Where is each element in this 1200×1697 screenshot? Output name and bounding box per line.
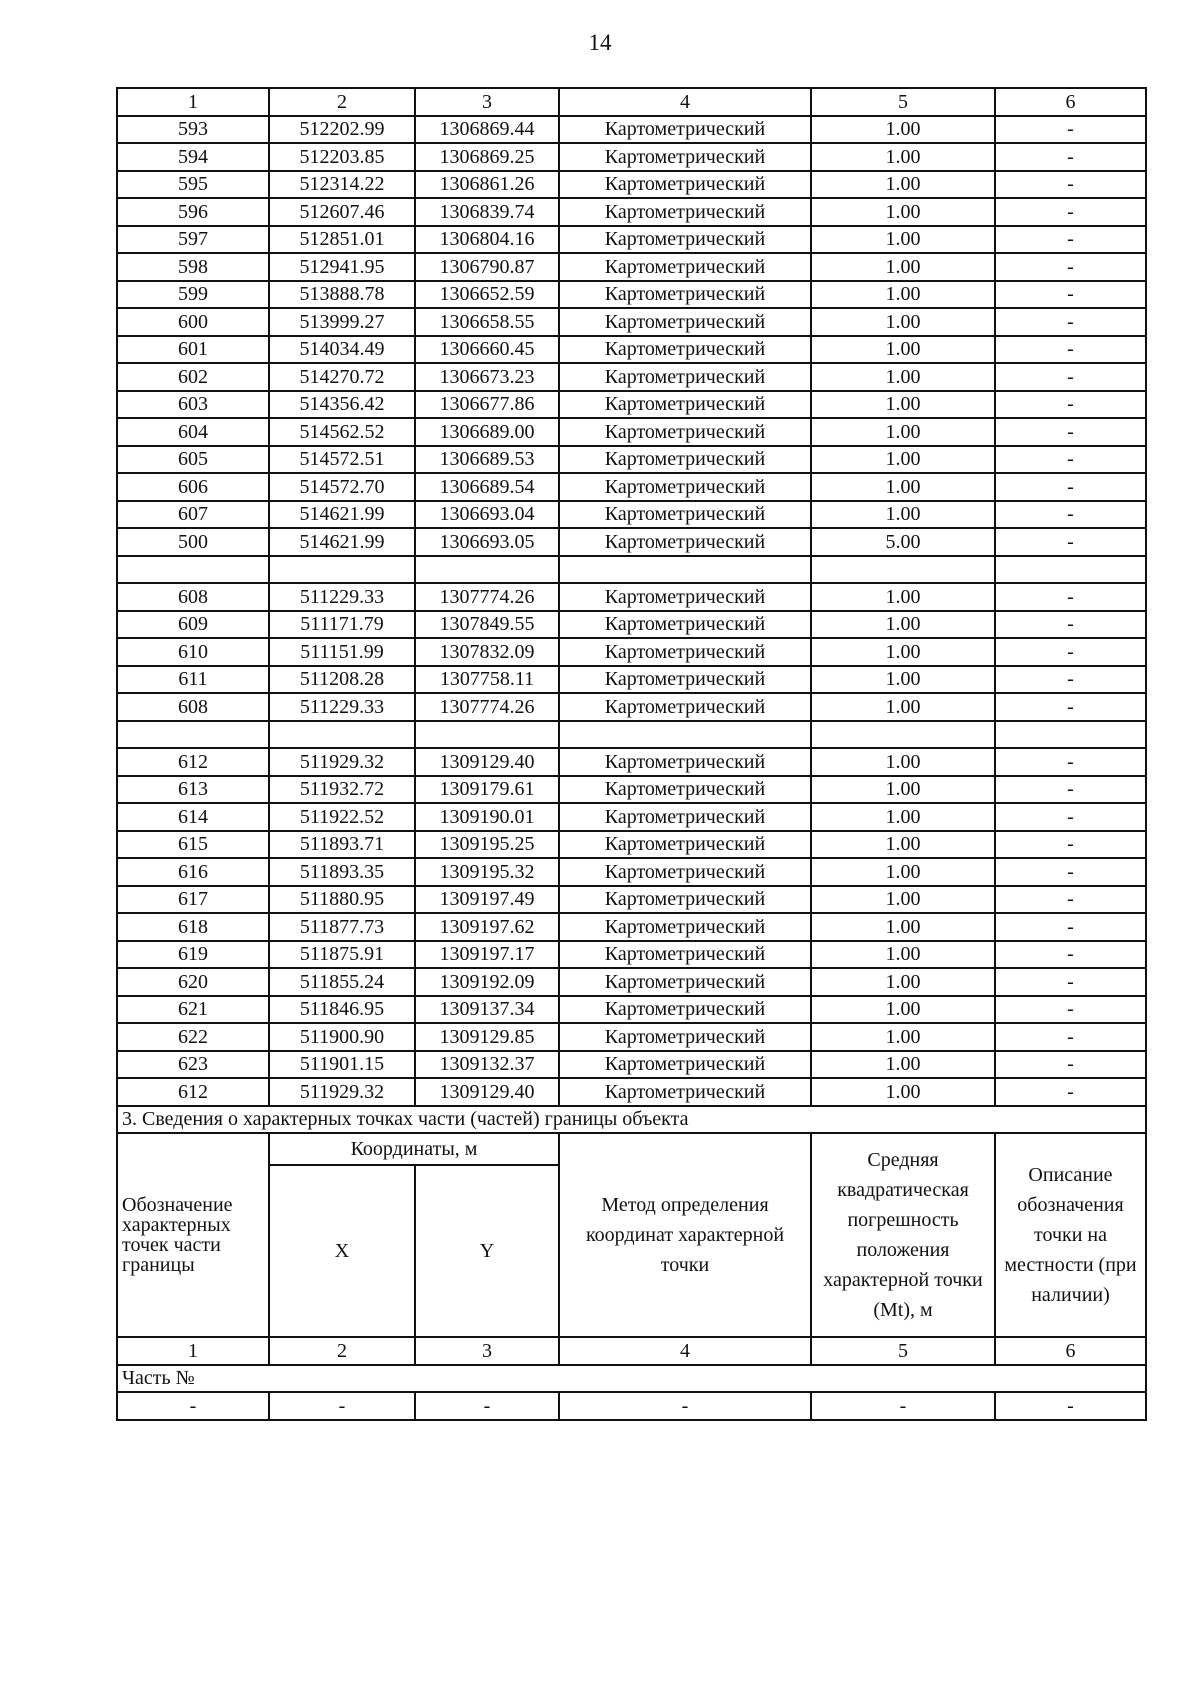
point-cell: 610	[117, 638, 269, 666]
error-cell: 1.00	[811, 336, 995, 364]
error-cell: 1.00	[811, 281, 995, 309]
column-number: 5	[811, 88, 995, 116]
column-number: 1	[117, 1337, 269, 1365]
table-row	[117, 226, 1146, 254]
y-cell: 1309129.40	[415, 1078, 559, 1106]
error-cell: 5.00	[811, 528, 995, 556]
empty-cell	[117, 556, 269, 584]
point-cell: 623	[117, 1051, 269, 1079]
point-cell: 596	[117, 198, 269, 226]
x-cell: 514034.49	[269, 336, 415, 364]
method-cell: Картометрический	[559, 501, 811, 529]
y-cell: 1309195.32	[415, 858, 559, 886]
description-cell: -	[995, 666, 1146, 694]
x-cell: 512851.01	[269, 226, 415, 254]
x-cell: 511875.91	[269, 941, 415, 969]
x-cell: 511208.28	[269, 666, 415, 694]
x-cell: 514572.70	[269, 473, 415, 501]
y-cell: 1309192.09	[415, 968, 559, 996]
x-cell: 511893.71	[269, 831, 415, 859]
header-coordinates: Координаты, м	[269, 1133, 559, 1165]
table-row	[117, 281, 1146, 309]
error-cell: 1.00	[811, 501, 995, 529]
error-cell: 1.00	[811, 391, 995, 419]
x-cell: 512607.46	[269, 198, 415, 226]
x-cell: 513888.78	[269, 281, 415, 309]
error-cell: 1.00	[811, 858, 995, 886]
table-row	[117, 913, 1146, 941]
table-row	[117, 748, 1146, 776]
column-number: 5	[811, 1337, 995, 1365]
description-cell: -	[995, 116, 1146, 144]
table-row	[117, 418, 1146, 446]
table-row	[117, 611, 1146, 639]
point-cell: 603	[117, 391, 269, 419]
header-point: Обозначение характерных точек части границы	[117, 1133, 269, 1337]
table-row	[117, 391, 1146, 419]
header-y: Y	[415, 1165, 559, 1337]
point-cell: 594	[117, 143, 269, 171]
description-cell: -	[995, 913, 1146, 941]
y-cell: 1309197.17	[415, 941, 559, 969]
point-cell: 619	[117, 941, 269, 969]
table-row	[117, 858, 1146, 886]
x-cell: 512203.85	[269, 143, 415, 171]
empty-cell	[559, 721, 811, 749]
column-number: 2	[269, 1337, 415, 1365]
description-cell: -	[995, 418, 1146, 446]
point-cell: 602	[117, 363, 269, 391]
description-cell: -	[995, 528, 1146, 556]
description-cell: -	[995, 748, 1146, 776]
y-cell: 1306869.25	[415, 143, 559, 171]
empty-cell	[269, 721, 415, 749]
column-number: 3	[415, 1337, 559, 1365]
method-cell: Картометрический	[559, 666, 811, 694]
point-cell: 593	[117, 116, 269, 144]
table-row	[117, 198, 1146, 226]
x-cell: 514270.72	[269, 363, 415, 391]
description-cell: -	[995, 1051, 1146, 1079]
coordinates-table	[116, 87, 1147, 1421]
method-cell: -	[559, 1392, 811, 1420]
error-cell: -	[811, 1392, 995, 1420]
method-cell: Картометрический	[559, 583, 811, 611]
part-label: Часть №	[117, 1365, 1146, 1393]
x-cell: 511855.24	[269, 968, 415, 996]
empty-cell	[117, 721, 269, 749]
header-description: Описание обозначения точки на местности (при наличии)	[995, 1133, 1146, 1337]
description-cell: -	[995, 226, 1146, 254]
point-cell: 609	[117, 611, 269, 639]
empty-cell	[415, 721, 559, 749]
table-row	[117, 336, 1146, 364]
point-cell: 600	[117, 308, 269, 336]
error-cell: 1.00	[811, 1051, 995, 1079]
point-cell: 611	[117, 666, 269, 694]
method-cell: Картометрический	[559, 776, 811, 804]
y-cell: 1309129.40	[415, 748, 559, 776]
point-cell: 595	[117, 171, 269, 199]
empty-cell	[811, 721, 995, 749]
y-cell: 1307832.09	[415, 638, 559, 666]
method-cell: Картометрический	[559, 693, 811, 721]
point-cell: 620	[117, 968, 269, 996]
y-cell: 1307774.26	[415, 583, 559, 611]
y-cell: 1306790.87	[415, 253, 559, 281]
point-cell: 601	[117, 336, 269, 364]
y-cell: 1309197.62	[415, 913, 559, 941]
x-cell: 511171.79	[269, 611, 415, 639]
x-cell: 512941.95	[269, 253, 415, 281]
x-cell: 511922.52	[269, 803, 415, 831]
x-cell: 511929.32	[269, 748, 415, 776]
description-cell: -	[995, 1392, 1146, 1420]
column-number: 4	[559, 88, 811, 116]
error-cell: 1.00	[811, 886, 995, 914]
empty-cell	[811, 556, 995, 584]
description-cell: -	[995, 831, 1146, 859]
description-cell: -	[995, 308, 1146, 336]
column-number: 1	[117, 88, 269, 116]
y-cell: 1309137.34	[415, 996, 559, 1024]
error-cell: 1.00	[811, 116, 995, 144]
x-cell: 511929.32	[269, 1078, 415, 1106]
separator-row	[117, 556, 1146, 584]
table-row	[117, 1023, 1146, 1051]
table-row	[117, 996, 1146, 1024]
header-x: X	[269, 1165, 415, 1337]
y-cell: 1306693.04	[415, 501, 559, 529]
point-cell: 615	[117, 831, 269, 859]
column-number: 6	[995, 1337, 1146, 1365]
method-cell: Картометрический	[559, 226, 811, 254]
point-cell: 614	[117, 803, 269, 831]
x-cell: -	[269, 1392, 415, 1420]
y-cell: 1306869.44	[415, 116, 559, 144]
header-error: Средняя квадратическая погрешность положения характерной точки (Mt), м	[811, 1133, 995, 1337]
description-cell: -	[995, 501, 1146, 529]
column-number-row	[117, 88, 1146, 116]
x-cell: 514356.42	[269, 391, 415, 419]
point-cell: 605	[117, 446, 269, 474]
description-cell: -	[995, 363, 1146, 391]
x-cell: 514621.99	[269, 501, 415, 529]
error-cell: 1.00	[811, 226, 995, 254]
y-cell: 1306804.16	[415, 226, 559, 254]
y-cell: 1309132.37	[415, 1051, 559, 1079]
method-cell: Картометрический	[559, 1051, 811, 1079]
y-cell: 1307849.55	[415, 611, 559, 639]
method-cell: Картометрический	[559, 281, 811, 309]
error-cell: 1.00	[811, 693, 995, 721]
method-cell: Картометрический	[559, 941, 811, 969]
description-cell: -	[995, 776, 1146, 804]
point-cell: 598	[117, 253, 269, 281]
y-cell: 1306658.55	[415, 308, 559, 336]
table-row	[117, 446, 1146, 474]
table-row	[117, 308, 1146, 336]
point-cell: 599	[117, 281, 269, 309]
y-cell: 1306660.45	[415, 336, 559, 364]
method-cell: Картометрический	[559, 171, 811, 199]
point-cell: 612	[117, 1078, 269, 1106]
error-cell: 1.00	[811, 611, 995, 639]
table-row	[117, 171, 1146, 199]
table-row	[117, 501, 1146, 529]
table-row	[117, 693, 1146, 721]
table-row	[117, 666, 1146, 694]
table-row	[117, 1051, 1146, 1079]
error-cell: 1.00	[811, 831, 995, 859]
x-cell: 511880.95	[269, 886, 415, 914]
description-cell: -	[995, 171, 1146, 199]
point-cell: 604	[117, 418, 269, 446]
x-cell: 514562.52	[269, 418, 415, 446]
error-cell: 1.00	[811, 363, 995, 391]
description-cell: -	[995, 638, 1146, 666]
method-cell: Картометрический	[559, 308, 811, 336]
method-cell: Картометрический	[559, 116, 811, 144]
method-cell: Картометрический	[559, 198, 811, 226]
point-cell: 607	[117, 501, 269, 529]
y-cell: 1309195.25	[415, 831, 559, 859]
separator-row	[117, 721, 1146, 749]
x-cell: 511846.95	[269, 996, 415, 1024]
error-cell: 1.00	[811, 418, 995, 446]
x-cell: 511229.33	[269, 693, 415, 721]
method-cell: Картометрический	[559, 1023, 811, 1051]
y-cell: 1307774.26	[415, 693, 559, 721]
empty-cell	[995, 721, 1146, 749]
table-row	[117, 528, 1146, 556]
point-cell: 608	[117, 693, 269, 721]
error-cell: 1.00	[811, 996, 995, 1024]
description-cell: -	[995, 941, 1146, 969]
y-cell: 1309197.49	[415, 886, 559, 914]
table-row	[117, 363, 1146, 391]
description-cell: -	[995, 143, 1146, 171]
method-cell: Картометрический	[559, 748, 811, 776]
error-cell: 1.00	[811, 1023, 995, 1051]
error-cell: 1.00	[811, 143, 995, 171]
description-cell: -	[995, 1078, 1146, 1106]
header-method: Метод определения координат характерной точки	[559, 1133, 811, 1337]
description-cell: -	[995, 886, 1146, 914]
description-cell: -	[995, 1023, 1146, 1051]
x-cell: 511151.99	[269, 638, 415, 666]
error-cell: 1.00	[811, 776, 995, 804]
point-cell: 616	[117, 858, 269, 886]
table-row	[117, 583, 1146, 611]
error-cell: 1.00	[811, 803, 995, 831]
table-row	[117, 116, 1146, 144]
table-row	[117, 638, 1146, 666]
description-cell: -	[995, 693, 1146, 721]
description-cell: -	[995, 583, 1146, 611]
column-number-row	[117, 1337, 1146, 1365]
x-cell: 512314.22	[269, 171, 415, 199]
description-cell: -	[995, 391, 1146, 419]
x-cell: 511229.33	[269, 583, 415, 611]
x-cell: 514572.51	[269, 446, 415, 474]
y-cell: 1306677.86	[415, 391, 559, 419]
description-cell: -	[995, 473, 1146, 501]
error-cell: 1.00	[811, 473, 995, 501]
error-cell: 1.00	[811, 941, 995, 969]
error-cell: 1.00	[811, 253, 995, 281]
x-cell: 511877.73	[269, 913, 415, 941]
point-cell: 622	[117, 1023, 269, 1051]
point-cell: 606	[117, 473, 269, 501]
description-cell: -	[995, 281, 1146, 309]
y-cell: 1306839.74	[415, 198, 559, 226]
point-cell: 613	[117, 776, 269, 804]
y-cell: 1306673.23	[415, 363, 559, 391]
x-cell: 514621.99	[269, 528, 415, 556]
description-cell: -	[995, 611, 1146, 639]
description-cell: -	[995, 803, 1146, 831]
x-cell: 511901.15	[269, 1051, 415, 1079]
error-cell: 1.00	[811, 1078, 995, 1106]
method-cell: Картометрический	[559, 803, 811, 831]
empty-cell	[415, 556, 559, 584]
table-row	[117, 831, 1146, 859]
description-cell: -	[995, 996, 1146, 1024]
x-cell: 511893.35	[269, 858, 415, 886]
method-cell: Картометрический	[559, 391, 811, 419]
description-cell: -	[995, 253, 1146, 281]
error-cell: 1.00	[811, 913, 995, 941]
description-cell: -	[995, 336, 1146, 364]
table-row	[117, 776, 1146, 804]
section-title: 3. Сведения о характерных точках части (частей) границы объекта	[117, 1106, 1146, 1134]
description-cell: -	[995, 858, 1146, 886]
method-cell: Картометрический	[559, 528, 811, 556]
error-cell: 1.00	[811, 308, 995, 336]
column-number: 3	[415, 88, 559, 116]
column-number: 2	[269, 88, 415, 116]
coordinates-table-body	[117, 88, 1146, 1420]
method-cell: Картометрический	[559, 638, 811, 666]
method-cell: Картометрический	[559, 831, 811, 859]
method-cell: Картометрический	[559, 418, 811, 446]
description-cell: -	[995, 968, 1146, 996]
part-row	[117, 1365, 1146, 1393]
method-cell: Картометрический	[559, 363, 811, 391]
y-cell: 1306693.05	[415, 528, 559, 556]
table-row	[117, 803, 1146, 831]
point-cell: 500	[117, 528, 269, 556]
table-row	[117, 886, 1146, 914]
page-number: 14	[588, 30, 612, 55]
error-cell: 1.00	[811, 583, 995, 611]
section-title-row	[117, 1106, 1146, 1134]
method-cell: Картометрический	[559, 473, 811, 501]
column-number: 4	[559, 1337, 811, 1365]
error-cell: 1.00	[811, 171, 995, 199]
x-cell: 513999.27	[269, 308, 415, 336]
y-cell: 1309179.61	[415, 776, 559, 804]
empty-cell	[559, 556, 811, 584]
y-cell: 1309129.85	[415, 1023, 559, 1051]
x-cell: 512202.99	[269, 116, 415, 144]
point-cell: 621	[117, 996, 269, 1024]
point-cell: 618	[117, 913, 269, 941]
y-cell: 1306689.53	[415, 446, 559, 474]
point-cell: 608	[117, 583, 269, 611]
description-cell: -	[995, 198, 1146, 226]
table-row	[117, 941, 1146, 969]
y-cell: 1306861.26	[415, 171, 559, 199]
table-row	[117, 1392, 1146, 1420]
error-cell: 1.00	[811, 748, 995, 776]
error-cell: 1.00	[811, 638, 995, 666]
y-cell: 1306689.00	[415, 418, 559, 446]
y-cell: 1306689.54	[415, 473, 559, 501]
y-cell: 1307758.11	[415, 666, 559, 694]
description-cell: -	[995, 446, 1146, 474]
table-row	[117, 473, 1146, 501]
column-number: 6	[995, 88, 1146, 116]
method-cell: Картометрический	[559, 611, 811, 639]
y-cell: 1306652.59	[415, 281, 559, 309]
table-row	[117, 253, 1146, 281]
y-cell: 1309190.01	[415, 803, 559, 831]
x-cell: 511900.90	[269, 1023, 415, 1051]
method-cell: Картометрический	[559, 446, 811, 474]
error-cell: 1.00	[811, 446, 995, 474]
point-cell: 617	[117, 886, 269, 914]
x-cell: 511932.72	[269, 776, 415, 804]
method-cell: Картометрический	[559, 858, 811, 886]
table-row	[117, 968, 1146, 996]
method-cell: Картометрический	[559, 253, 811, 281]
method-cell: Картометрический	[559, 913, 811, 941]
point-cell: -	[117, 1392, 269, 1420]
empty-cell	[995, 556, 1146, 584]
error-cell: 1.00	[811, 968, 995, 996]
method-cell: Картометрический	[559, 336, 811, 364]
point-cell: 612	[117, 748, 269, 776]
method-cell: Картометрический	[559, 886, 811, 914]
error-cell: 1.00	[811, 666, 995, 694]
y-cell: -	[415, 1392, 559, 1420]
table-row	[117, 1078, 1146, 1106]
method-cell: Картометрический	[559, 968, 811, 996]
error-cell: 1.00	[811, 198, 995, 226]
section-header-row	[117, 1133, 1146, 1165]
method-cell: Картометрический	[559, 1078, 811, 1106]
table-row	[117, 143, 1146, 171]
empty-cell	[269, 556, 415, 584]
method-cell: Картометрический	[559, 996, 811, 1024]
point-cell: 597	[117, 226, 269, 254]
method-cell: Картометрический	[559, 143, 811, 171]
